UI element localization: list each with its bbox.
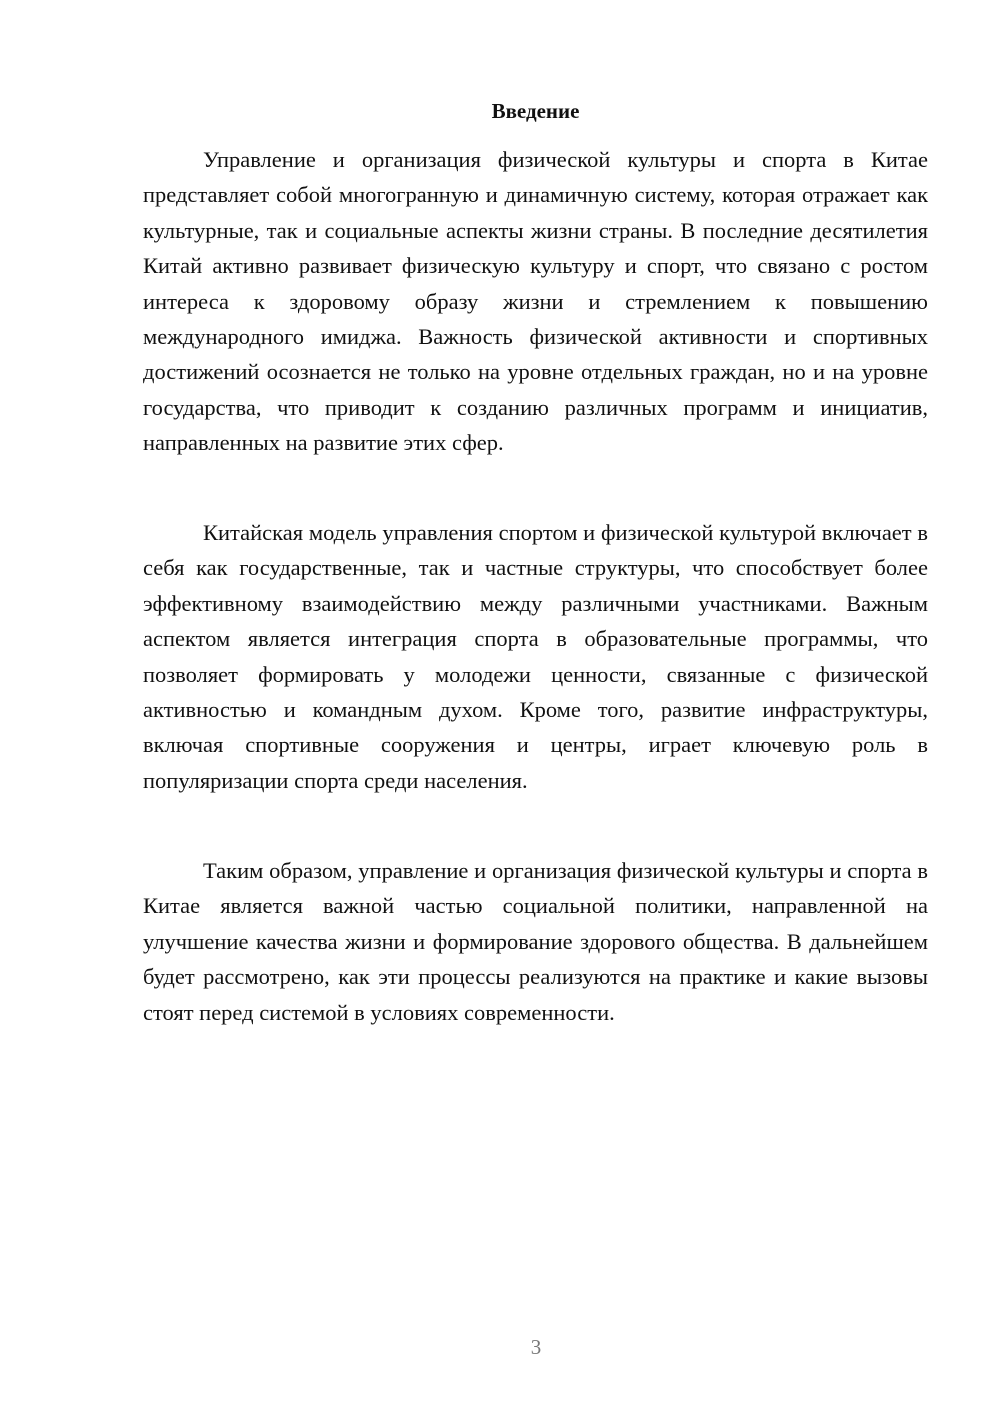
section-heading: Введение bbox=[491, 99, 580, 123]
page-number: 3 bbox=[530, 1335, 542, 1359]
paragraph-1: Управление и организация физической культуры и спорта в Китае представляет собой многогранную и динамичную систему, которая отражает как культурные, так и социальные аспекты жизни страны. В последние десятилетия Китай активно развивает физическую культуру и спорт, что связано с ростом интереса к здоровому образу жизни и стремлением к повышению международного имиджа. Важность физической активности и спортивных достижений осознается не только на уровне отдельных граждан, но и на уровне государства, что приводит к созданию различных программ и инициатив, направленных на развитие этих сфер. bbox=[143, 147, 928, 456]
paragraph-2: Китайская модель управления спортом и физической культурой включает в себя как государственные, так и частные структуры, что способствует более эффективному взаимодействию между различными участниками. Важным аспектом является интеграция спорта в образовательные программы, что позволяет формировать у молодежи ценности, связанные с физической активностью и командным духом. Кроме того, развитие инфраструктуры, включая спортивные сооружения и центры, играет ключевую роль в популяризации спорта среди населения. bbox=[143, 520, 928, 793]
paragraph-3: Таким образом, управление и организация физической культуры и спорта в Китае является важной частью социальной политики, направленной на улучшение качества жизни и формирование здорового общества. В дальнейшем будет рассмотрено, как эти процессы реализуются на практике и какие вызовы стоят перед системой в условиях современности. bbox=[143, 858, 928, 1025]
